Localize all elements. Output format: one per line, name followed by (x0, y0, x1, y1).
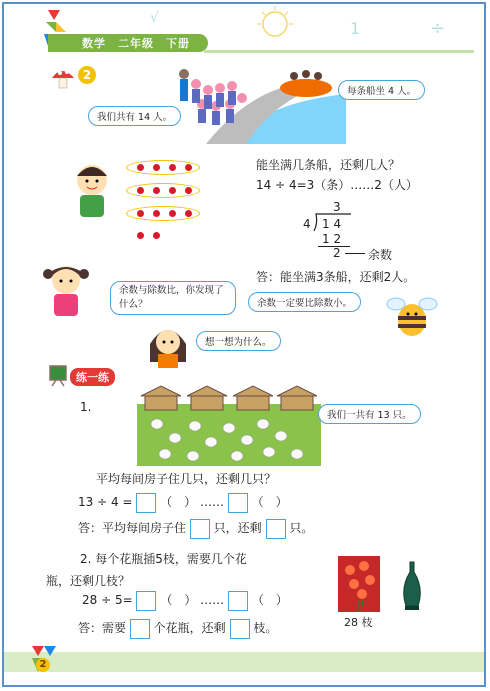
q2-equation-prefix: 28 ÷ 5= (82, 593, 133, 607)
dot (153, 187, 160, 194)
bubble-think: 想一想为什么。 (196, 331, 281, 351)
rabbit-houses-illustration (137, 384, 321, 466)
page-number: 2 (36, 658, 50, 672)
practice-q1-answer-row (78, 518, 313, 539)
teacher-illustration (144, 322, 194, 368)
practice-q1-question: 平均每间房子住几只，还剩几只？ (96, 472, 277, 486)
practice-q1-number: 1. (80, 400, 92, 414)
practice-title: 练一练 (70, 368, 115, 386)
practice-q2-line2: 瓶，还剩几枝？ (46, 574, 131, 588)
kids-boat-illustration (176, 64, 346, 144)
division-dividend: 1 4 (322, 217, 342, 231)
q1-answer-left-input[interactable] (266, 519, 286, 539)
q1-quotient-input[interactable] (136, 493, 156, 513)
q1-equation-prefix: 13 ÷ 4 = (78, 495, 133, 509)
dot (153, 232, 160, 239)
q2-unit-paren[interactable]: （ ） (160, 593, 197, 607)
example-equation: 14 ÷ 4=3（条）……2（人） (256, 178, 418, 192)
bubble-remainder-rule: 余数一定要比除数小。 (248, 292, 361, 312)
dot (169, 164, 176, 171)
practice-q2-equation-row (82, 590, 288, 611)
example-question: 能坐满几条船，还剩几人？ (256, 158, 401, 172)
q1-answer-text-a: 答：平均每间房子住 (78, 521, 187, 535)
practice-q2-line1: 2. 每个花瓶插5枝，需要几个花 (80, 552, 247, 566)
flower-bouquet-image (338, 556, 380, 612)
dot (169, 187, 176, 194)
q1-ellipsis: …… (199, 495, 224, 509)
dot (185, 210, 192, 217)
header-rule (204, 50, 474, 53)
dot (153, 164, 160, 171)
practice-q1-equation-row (78, 492, 288, 513)
dot (169, 210, 176, 217)
dot (153, 210, 160, 217)
division-product: 1 2 (322, 232, 342, 246)
q1-remainder-input[interactable] (228, 493, 248, 513)
svg-text:÷: ÷ (430, 18, 446, 39)
dot (137, 187, 144, 194)
dot (137, 210, 144, 217)
q1-unit-paren[interactable]: （ ） (160, 495, 197, 509)
division-remainder: 2 (333, 246, 341, 260)
q2-answer-vases-input[interactable] (130, 619, 150, 639)
blackboard-icon (46, 364, 70, 388)
practice-q2-answer-row (78, 618, 277, 639)
q1-answer-text-b: 只，还剩 (213, 521, 262, 535)
bubble-rabbit-total: 我们一共有 13 只。 (318, 404, 421, 424)
vase-image (400, 560, 424, 612)
q2-answer-left-input[interactable] (230, 619, 250, 639)
q1-answer-per-house-input[interactable] (190, 519, 210, 539)
dot (137, 232, 144, 239)
bee-illustration (384, 290, 440, 342)
boy-illustration (70, 162, 122, 224)
q2-remainder-unit-paren[interactable]: （ ） (251, 593, 288, 607)
q2-answer-text-b: 个花瓶，还剩 (153, 621, 226, 635)
sun-doodle-icon (140, 4, 460, 44)
dot (185, 164, 192, 171)
q1-remainder-unit-paren[interactable]: （ ） (251, 495, 288, 509)
example-answer: 答：能坐满3条船，还剩2人。 (256, 270, 416, 284)
q2-remainder-input[interactable] (228, 591, 248, 611)
division-divisor: 4 (303, 217, 311, 231)
flower-count-label: 28 枝 (344, 616, 373, 629)
q2-answer-text-c: 枝。 (253, 621, 278, 635)
footer-bar (4, 652, 484, 672)
remainder-pointer (345, 253, 365, 254)
q2-ellipsis: …… (200, 593, 225, 607)
bubble-compare: 余数与除数比，你发现了什么？ (110, 281, 236, 315)
svg-text:√: √ (150, 10, 159, 26)
svg-text:1: 1 (350, 19, 361, 38)
q2-answer-text-a: 答：需要 (78, 621, 127, 635)
header-title: 数学 二年级 下册 (82, 37, 190, 50)
q2-quotient-input[interactable] (136, 591, 156, 611)
dot (137, 164, 144, 171)
example-number-badge: 2 (78, 66, 96, 84)
bubble-total-kids: 我们共有 14 人。 (88, 106, 181, 126)
dot (185, 187, 192, 194)
bubble-boat-capacity: 每条船坐 4 人。 (338, 80, 425, 100)
remainder-label: 余数 (368, 248, 393, 262)
girl-illustration (40, 262, 92, 322)
division-quotient: 3 (333, 200, 341, 214)
q1-answer-text-c: 只。 (289, 521, 314, 535)
